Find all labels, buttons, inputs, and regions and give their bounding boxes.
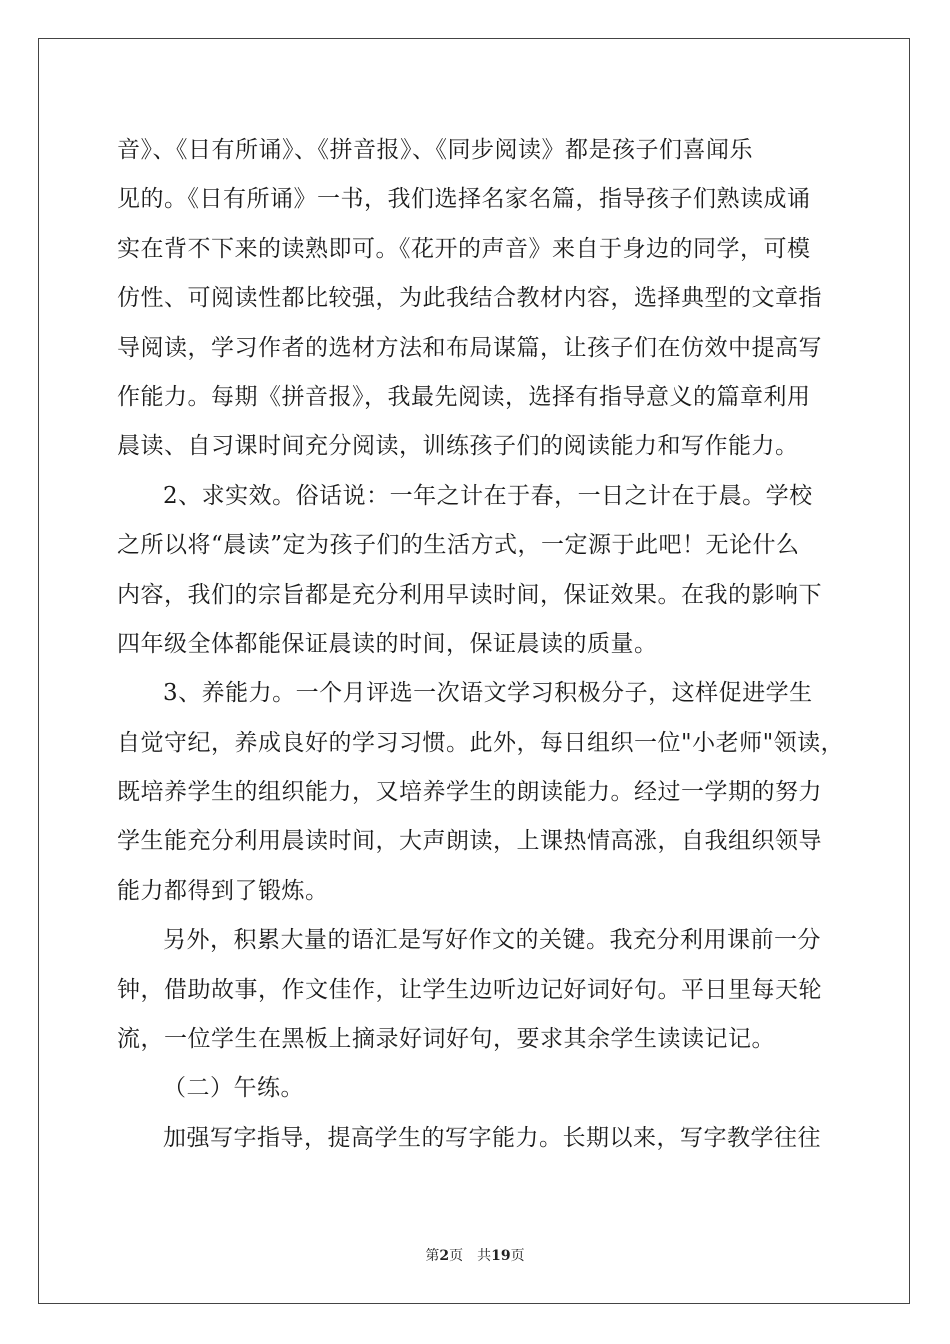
- total-label-prefix: 共: [477, 1248, 492, 1264]
- page-footer: [0, 1245, 950, 1265]
- text-line: 钟，借助故事，作文佳作，让学生边听边记好词好句。平日里每天轮: [117, 976, 822, 1003]
- text-line: 2、求实效。俗话说：一年之计在于春，一日之计在于晨。学校: [163, 482, 813, 509]
- text-line: 见的。《日有所诵》一书，我们选择名家名篇，指导孩子们熟读成诵: [117, 186, 811, 213]
- text-line: 加强写字指导，提高学生的写字能力。长期以来，写字教学往往: [163, 1124, 821, 1151]
- text-line: 学生能充分利用晨读时间，大声朗读，上课热情高涨，自我组织领导: [117, 828, 822, 855]
- document-body: [117, 126, 845, 1163]
- text-line: 自觉守纪，养成良好的学习习惯。此外，每日组织一位"小老师"领读，: [117, 729, 845, 756]
- text-line: 实在背不下来的读熟即可。《花开的声音》来自于身边的同学，可模: [117, 235, 811, 262]
- text-line: 仿性、可阅读性都比较强，为此我结合教材内容，选择典型的文章指: [117, 285, 822, 312]
- text-line: 既培养学生的组织能力，又培养学生的朗读能力。经过一学期的努力: [117, 779, 822, 806]
- text-line: 作能力。每期《拼音报》，我最先阅读，选择有指导意义的篇章利用: [117, 383, 811, 410]
- text-line: 内容，我们的宗旨都是充分利用早读时间，保证效果。在我的影响下: [117, 581, 822, 608]
- page-label-suffix: 页: [449, 1248, 464, 1264]
- current-page-number: 2: [439, 1248, 450, 1264]
- text-line: 导阅读，学习作者的选材方法和布局谋篇，让孩子们在仿效中提高写: [117, 334, 822, 361]
- text-line: 晨读、自习课时间充分阅读，训练孩子们的阅读能力和写作能力。: [117, 433, 799, 460]
- text-line: 能力都得到了锻炼。: [117, 877, 329, 904]
- text-line: 音》、《日有所诵》、《拼音报》、《同步阅读》都是孩子们喜闻乐: [117, 137, 753, 163]
- text-line: 另外，积累大量的语汇是写好作文的关键。我充分利用课前一分: [163, 927, 821, 954]
- text-line: 3、养能力。一个月评选一次语文学习积极分子，这样促进学生: [163, 680, 813, 707]
- text-line: 四年级全体都能保证晨读的时间，保证晨读的质量。: [117, 630, 658, 657]
- total-label-suffix: 页: [510, 1248, 525, 1264]
- text-line: 流，一位学生在黑板上摘录好词好句，要求其余学生读读记记。: [117, 1026, 775, 1053]
- total-pages-number: 19: [491, 1248, 511, 1264]
- text-line: （二）午练。: [163, 1075, 304, 1102]
- page-label-prefix: 第: [425, 1248, 440, 1264]
- text-line: 之所以将“晨读”定为孩子们的生活方式，一定源于此吧！无论什么: [117, 532, 800, 559]
